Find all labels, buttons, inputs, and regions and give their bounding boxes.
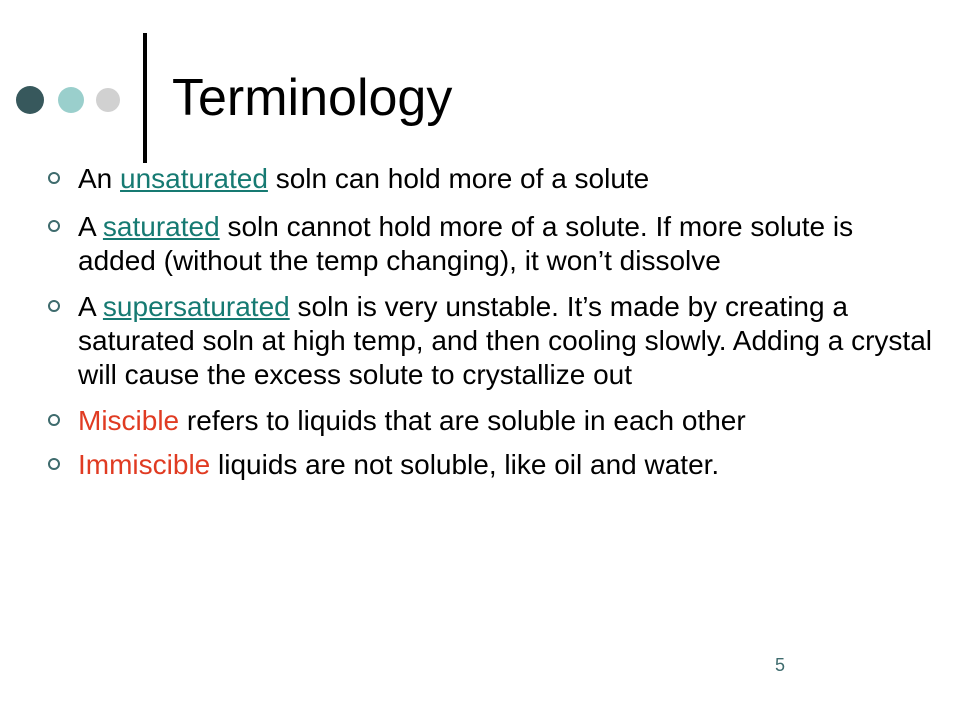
term-link-supersaturated[interactable]: supersaturated: [102, 291, 290, 322]
bullet-text-post: soln can hold more of a solute: [267, 163, 650, 194]
bullet-icon: [48, 172, 60, 184]
bullet-text-post: soln is very unstable. It’s made by creating a saturated soln at high temp, and then cooling slowly. Adding a crystal will cause the excess solute to crystallize out: [78, 291, 932, 390]
bullet-text-pre: A: [78, 211, 103, 242]
bullet-icon: [48, 300, 60, 312]
term-miscible: Miscible: [78, 405, 180, 436]
bullet-text-pre: A: [78, 291, 103, 322]
bullet-item-immiscible: [38, 448, 938, 482]
term-link-unsaturated[interactable]: unsaturated: [120, 163, 268, 194]
decorative-dot-teal: [58, 87, 84, 113]
decorative-dot-dark: [16, 86, 44, 114]
bullet-list: [38, 162, 938, 482]
page-number: 5: [775, 655, 786, 675]
bullet-text-post: refers to liquids that are soluble in each other: [179, 405, 746, 436]
bullet-text-post: soln cannot hold more of a solute. If more solute is added (without the temp changing), it won’t dissolve: [78, 211, 854, 276]
bullet-icon: [48, 458, 60, 470]
bullet-item-supersaturated: [38, 290, 938, 392]
term-immiscible: Immiscible: [78, 449, 211, 480]
decorative-dot-gray: [96, 88, 120, 112]
bullet-icon: [48, 414, 60, 426]
bullet-text-pre: An: [78, 163, 121, 194]
term-link-saturated[interactable]: saturated: [102, 211, 220, 242]
bullet-item-saturated: [38, 210, 938, 278]
bullet-icon: [48, 220, 60, 232]
bullet-text-post: liquids are not soluble, like oil and water.: [210, 449, 720, 480]
slide-title: Terminology: [172, 69, 453, 127]
title-divider: [143, 33, 147, 163]
bullet-item-unsaturated: [38, 162, 938, 196]
bullet-item-miscible: [38, 404, 938, 438]
